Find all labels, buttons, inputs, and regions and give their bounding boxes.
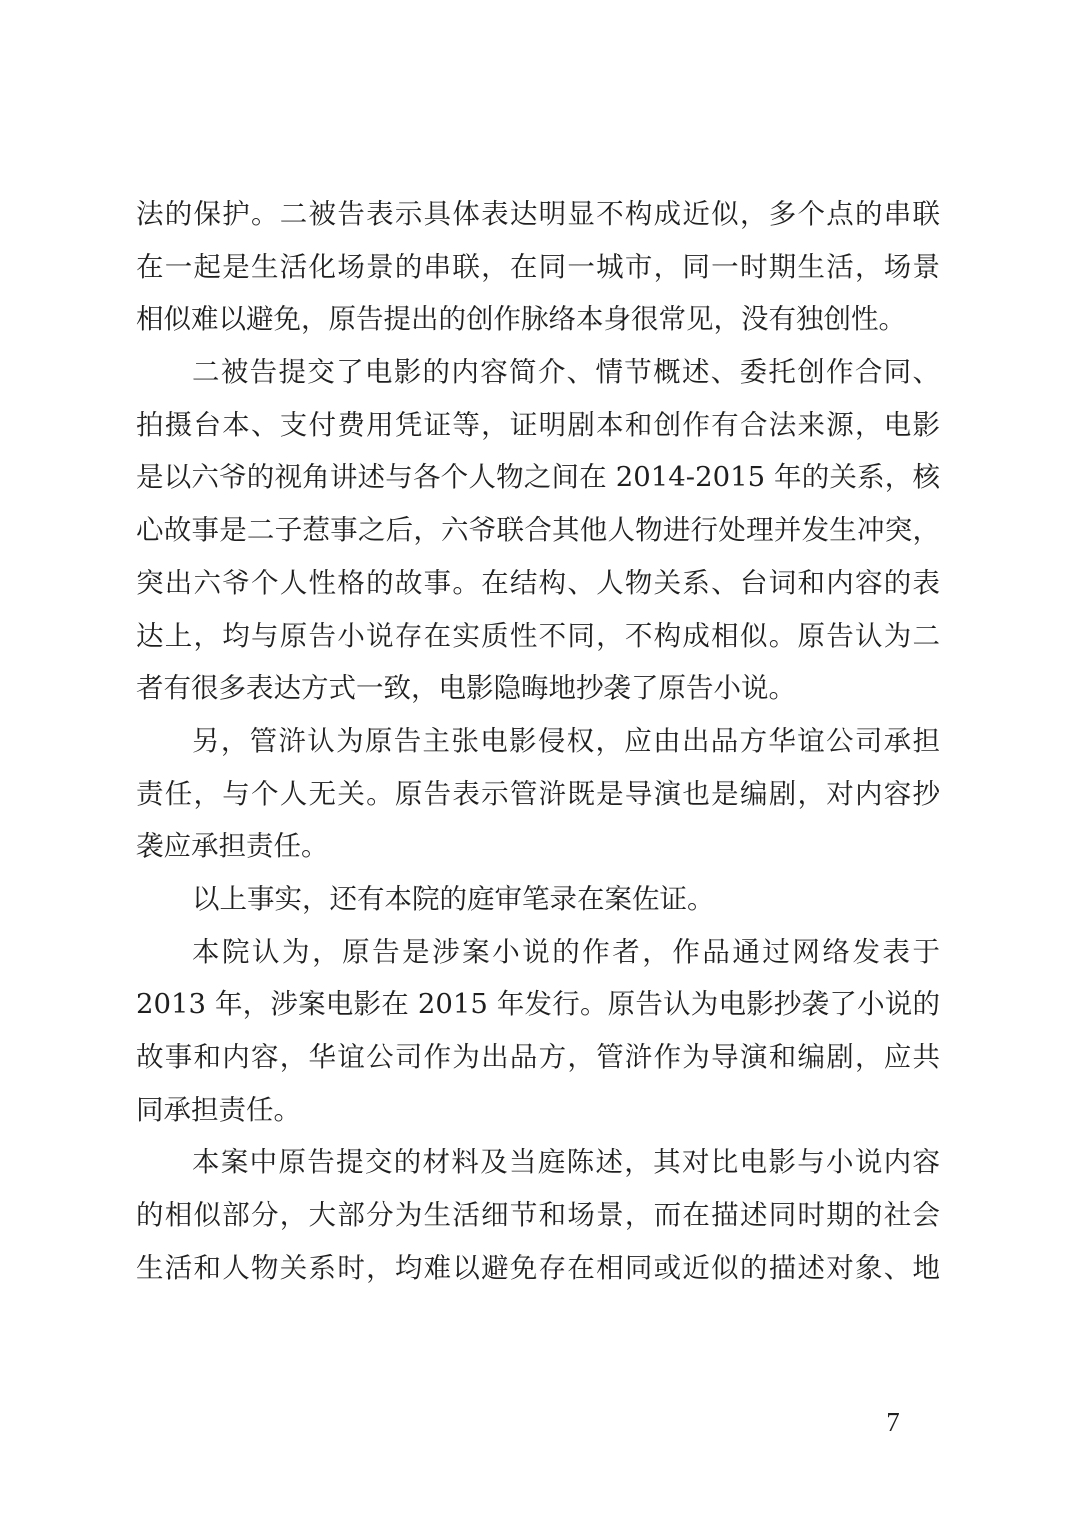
page-number: 7 [886,1407,900,1437]
text-line: 故事和内容，华谊公司作为出品方，管浒作为导演和编剧，应共 [136,1041,940,1073]
paragraph-first-line: 另，管浒认为原告主张电影侵权，应由出品方华谊公司承担 [192,724,940,757]
text-line: 法的保护。二被告表示具体表达明显不构成近似，多个点的串联 [136,198,940,230]
text-line: 在一起是生活化场景的串联，在同一城市，同一时期生活，场景 [136,250,940,283]
text-line: 2013 年，涉案电影在 2015 年发行。原告认为电影抄袭了小说的 [136,988,940,1021]
text-line: 拍摄台本、支付费用凭证等，证明剧本和创作有合法来源，电影 [136,408,940,441]
text-line: 相似难以避免，原告提出的创作脉络本身很常见，没有独创性。 [136,303,906,336]
paragraph-first-line: 本院认为，原告是涉案小说的作者，作品通过网络发表于 [192,935,940,968]
text-line: 的相似部分，大部分为生活细节和场景，而在描述同时期的社会 [136,1199,940,1232]
body-text [136,188,940,1294]
text-line: 生活和人物关系时，均难以避免存在相同或近似的描述对象、地 [136,1251,940,1284]
text-line: 责任，与个人无关。原告表示管浒既是导演也是编剧，对内容抄 [136,777,940,810]
paragraph-first-line: 二被告提交了电影的内容简介、情节概述、委托创作合同、 [192,356,940,389]
text-line: 心故事是二子惹事之后，六爷联合其他人物进行处理并发生冲突， [136,514,940,547]
paragraph-first-line: 以上事实，还有本院的庭审笔录在案佐证。 [192,882,715,915]
text-line: 突出六爷个人性格的故事。在结构、人物关系、台词和内容的表 [136,566,940,599]
text-line: 者有很多表达方式一致，电影隐晦地抄袭了原告小说。 [136,672,796,705]
text-line: 同承担责任。 [136,1093,301,1126]
paragraph-first-line: 本案中原告提交的材料及当庭陈述，其对比电影与小说内容 [192,1146,940,1179]
text-line: 袭应承担责任。 [136,830,329,863]
text-line: 达上，均与原告小说存在实质性不同，不构成相似。原告认为二 [136,619,940,652]
text-line: 是以六爷的视角讲述与各个人物之间在 2014-2015 年的关系，核 [136,461,940,494]
